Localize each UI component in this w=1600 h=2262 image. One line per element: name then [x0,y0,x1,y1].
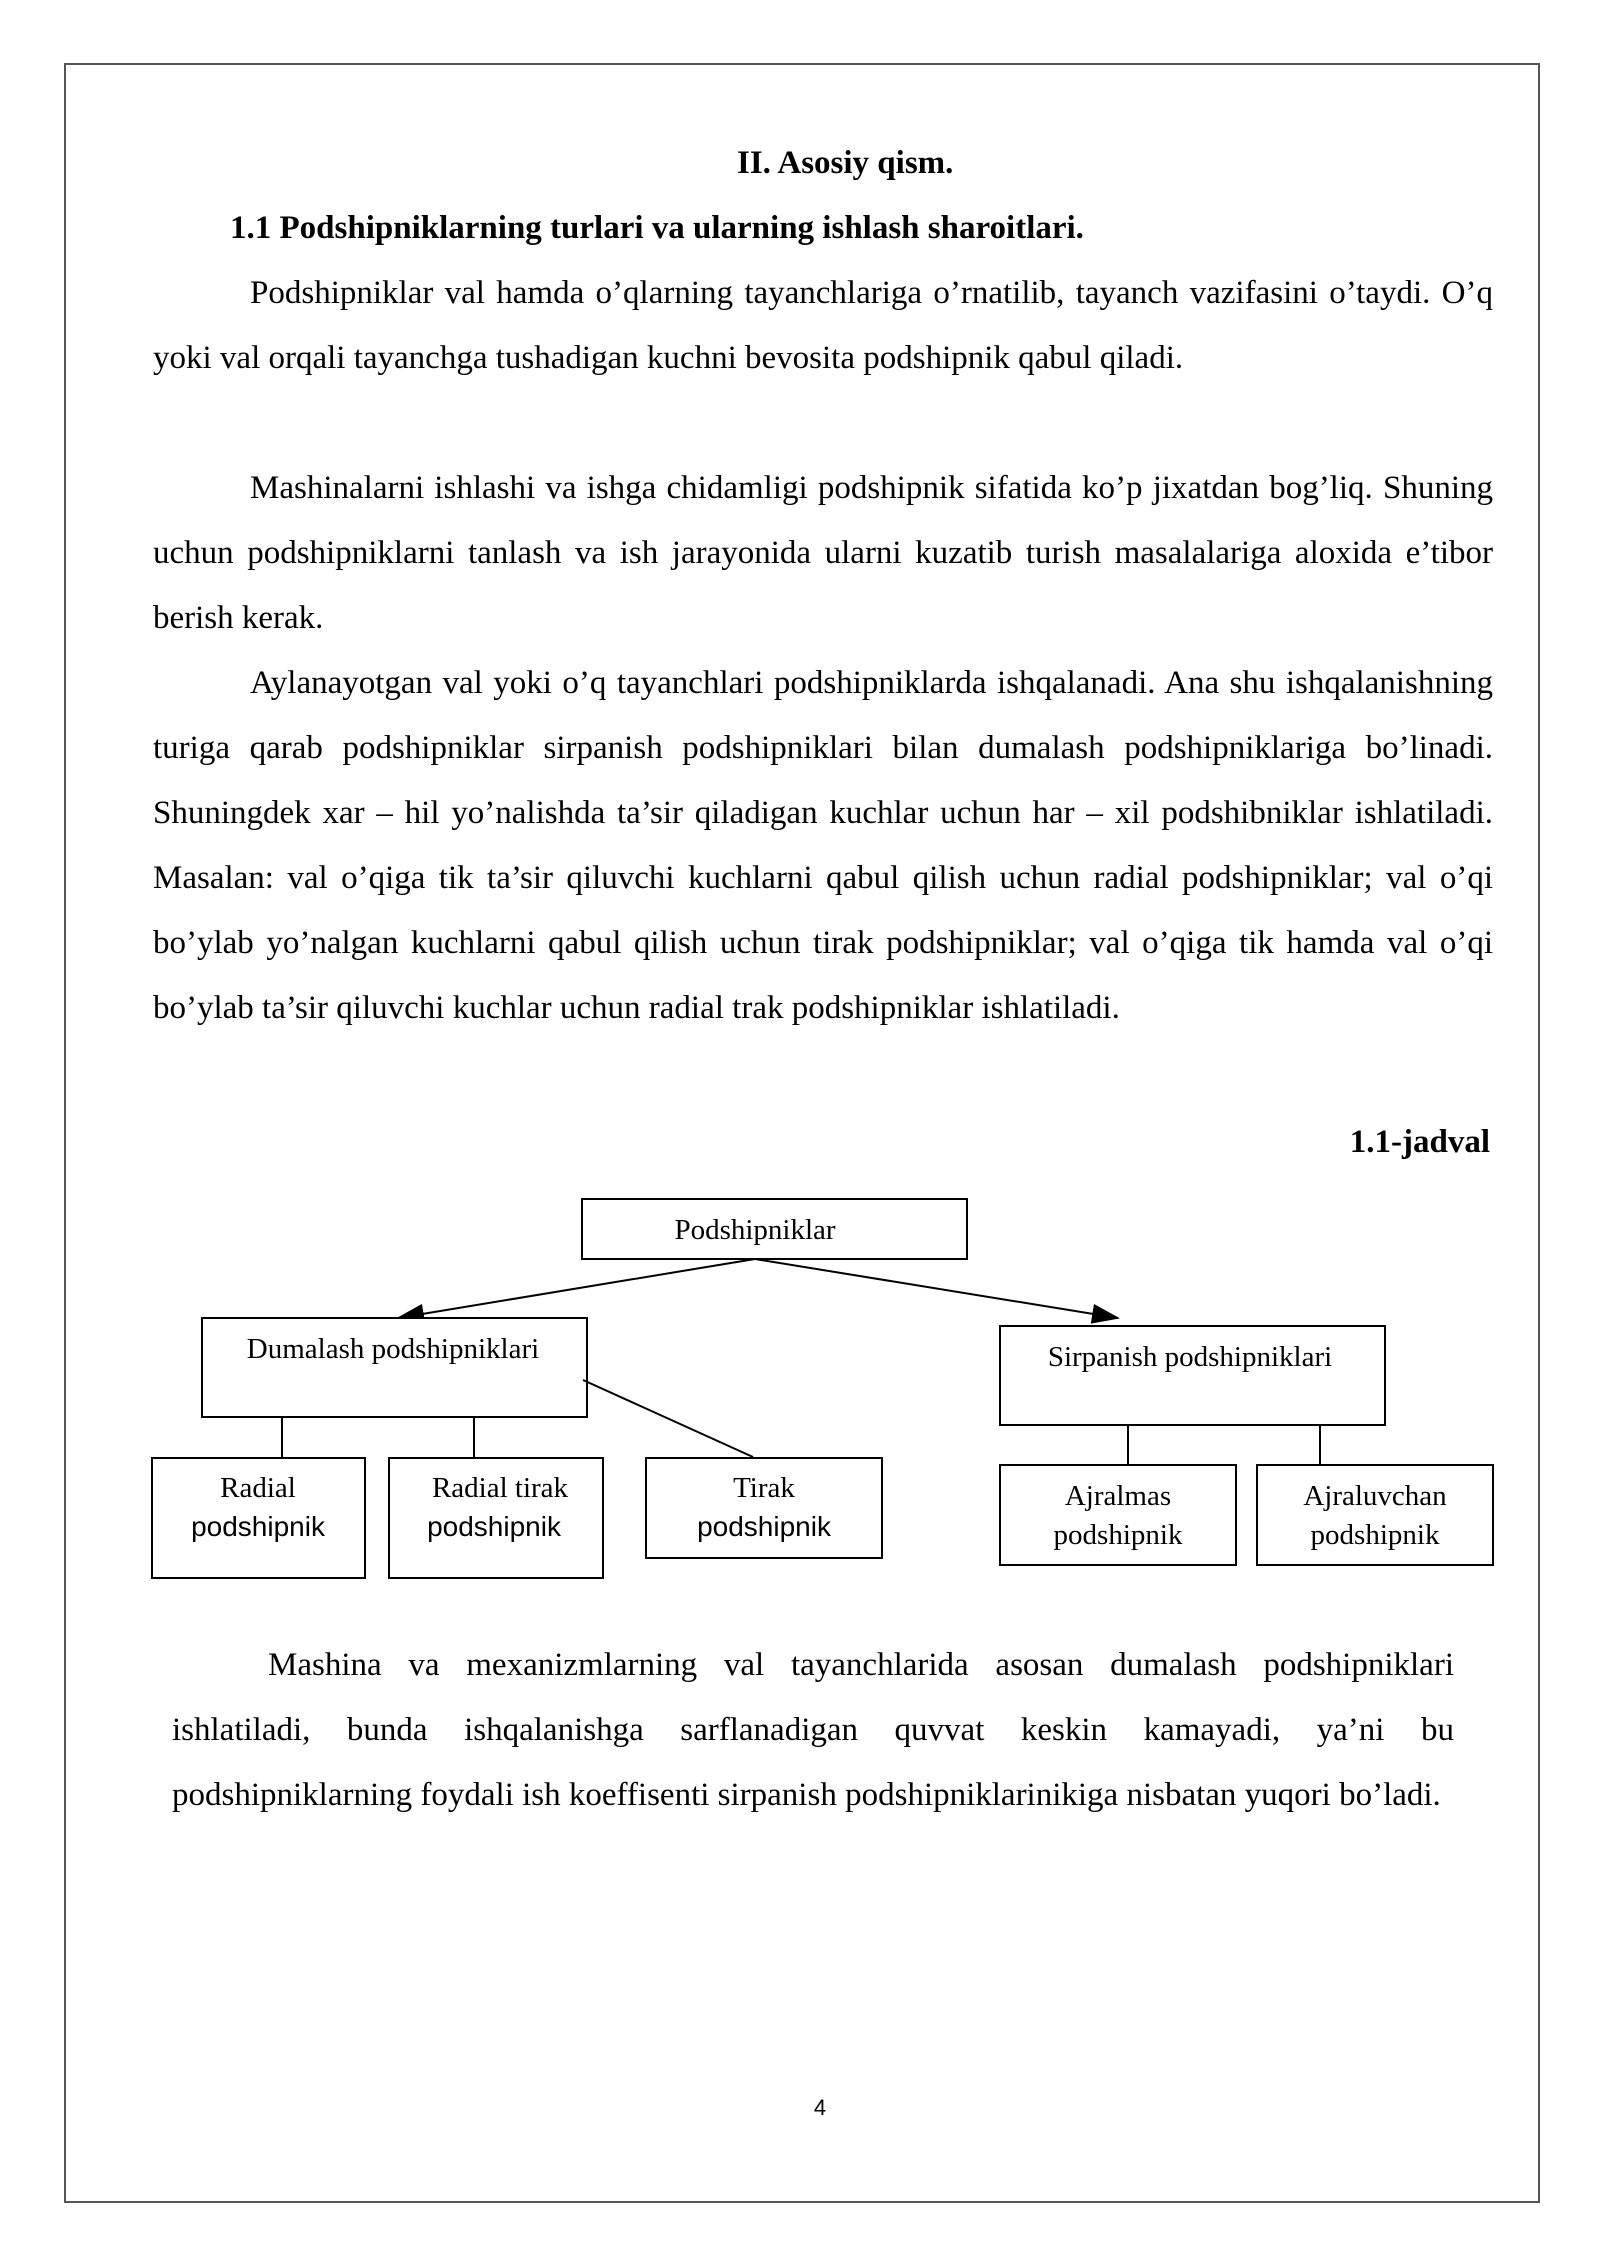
paragraph-4: Mashina va mexanizmlarning val tayanchlarida asosan dumalash podshipniklari ishlatiladi, bunda ishqalanishga sarflanadigan quvvat keskin kamayadi, ya’ni bu podshipniklarning foydali ish koeffisenti sirpanish podshipniklarinikiga nisbatan yuqori bo’ladi. [172,1647,1454,1813]
section-title: II. Asosiy qism. [737,145,954,181]
page-number: 4 [813,2095,827,2120]
table-label: 1.1-jadval [1349,1124,1490,1160]
radial-label-1: Radial [220,1472,296,1504]
radial-label-2: podshipnik [191,1511,325,1542]
arrow-to-left-branch [398,1259,755,1318]
arrow-to-right-branch [755,1259,1118,1318]
tirak-label-2: podshipnik [697,1511,831,1542]
right-branch-label: Sirpanish podshipniklari [1047,1341,1333,1373]
radial-tirak-label-1: Radial tirak [431,1472,569,1504]
ajraluvchan-label-1: Ajraluvchan [1303,1480,1447,1512]
paragraph-1: Podshipniklar val hamda o’qlarning tayanchlariga o’rnatilib, tayanch vazifasini o’taydi. O’q yoki val orqali tayanchga tushadigan kuchni bevosita podshipnik qabul qiladi. [153,275,1493,376]
ajraluvchan-label-2: podshipnik [1310,1519,1440,1551]
ajralmas-label-1: Ajralmas [1064,1480,1172,1512]
tirak-label-1: Tirak [733,1472,795,1504]
left-branch-label: Dumalash podshipniklari [246,1333,540,1365]
paragraph-3: Aylanayotgan val yoki o’q tayanchlari podshipniklarda ishqalanadi. Ana shu ishqalanishning turiga qarab podshipniklar sirpanish podshipniklari bilan dumalash podshipniklariga bo’linadi. Shuningdek xar – hil yo’nalishda ta’sir qiladigan kuchlar uchun har – xil podshibniklar ishlatiladi. Masalan: val o’qiga tik ta’sir qiluvchi kuchlarni qabul qilish uchun radial podshipniklar; val o’qi bo’ylab yo’nalgan kuchlarni qabul qilish uchun tirak podshipniklar; val o’qiga tik hamda val o’qi bo’ylab ta’sir qiluvchi kuchlar uchun radial trak podshipniklar ishlatiladi. [153,665,1493,1026]
ajralmas-label-2: podshipnik [1053,1519,1183,1551]
subsection-title: 1.1 Podshipniklarning turlari va ularning ishlash sharoitlari. [230,210,1084,246]
paragraph-2: Mashinalarni ishlashi va ishga chidamligi podshipnik sifatida ko’p jixatdan bog’liq. Shuning uchun podshipniklarni tanlash va ish jarayonida ularni kuzatib turish masalalariga aloxida e’tibor berish kerak. [153,470,1493,636]
radial-tirak-label-2: podshipnik [427,1511,561,1542]
connector-tirak [583,1380,753,1457]
root-label: Podshipniklar [674,1214,836,1246]
